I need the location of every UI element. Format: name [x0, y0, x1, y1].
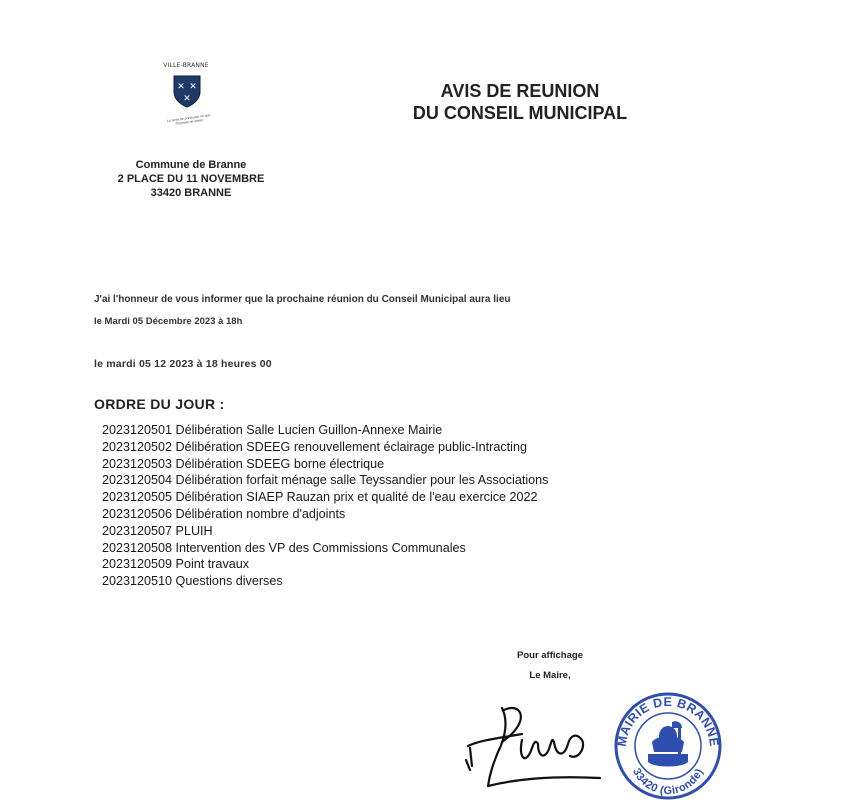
commune-address — [96, 158, 286, 200]
meeting-datetime: le mardi 05 12 2023 à 18 heures 00 — [94, 358, 272, 370]
stamp-top-text: MAIRIE DE BRANNE — [614, 694, 722, 748]
mairie-stamp — [612, 690, 724, 802]
title-line-1: AVIS DE REUNION — [440, 81, 600, 101]
town-logo — [160, 62, 212, 134]
page-title — [400, 80, 640, 124]
intro-text: J'ai l'honneur de vous informer que la prochaine réunion du Conseil Municipal aura lieu — [94, 294, 511, 305]
agenda-item: 2023120507 PLUIH — [102, 523, 213, 538]
agenda-item: 2023120505 Délibération SIAEP Rauzan prix et qualité de l'eau exercice 2022 — [102, 490, 538, 505]
agenda-item: 2023120510 Questions diverses — [102, 574, 283, 589]
agenda-list — [102, 422, 548, 590]
svg-text:✕: ✕ — [177, 82, 185, 92]
stamp-bottom-text: 33420 (Gironde) — [630, 766, 706, 798]
address-line-1: Commune de Branne — [135, 159, 247, 171]
agenda-item: 2023120501 Délibération Salle Lucien Guillon-Annexe Mairie — [102, 423, 443, 437]
agenda-item: 2023120508 Intervention des VP des Commissions Communales — [102, 540, 466, 555]
signature-block — [500, 646, 600, 686]
svg-text:✕: ✕ — [183, 94, 191, 104]
logo-caption: VILLE-BRANNE — [163, 62, 209, 69]
mayor-signature — [460, 700, 610, 790]
logo-motto: La terre ne porte pas ce que l'homme ne sème — [166, 112, 211, 126]
agenda-item: 2023120504 Délibération forfait ménage salle Teyssandier pour les Associations — [102, 473, 549, 488]
agenda-item: 2023120509 Point travaux — [102, 557, 250, 572]
address-line-3: 33420 BRANNE — [150, 187, 232, 199]
title-line-2: DU CONSEIL MUNICIPAL — [412, 103, 628, 123]
intro-date: le Mardi 05 Décembre 2023 à 18h — [94, 316, 243, 327]
agenda-title: ORDRE DU JOUR : — [94, 396, 225, 412]
agenda-item: 2023120502 Délibération SDEEG renouvellement éclairage public-Intracting — [102, 439, 527, 454]
shield-icon — [172, 74, 202, 108]
address-line-2: 2 PLACE DU 11 NOVEMBRE — [117, 173, 265, 185]
maire-label: Le Maire, — [529, 670, 571, 681]
agenda-item: 2023120506 Délibération nombre d'adjoints — [102, 506, 346, 521]
affichage-label: Pour affichage — [517, 650, 583, 661]
agenda-item: 2023120503 Délibération SDEEG borne électrique — [102, 456, 385, 471]
svg-text:✕: ✕ — [189, 82, 197, 92]
